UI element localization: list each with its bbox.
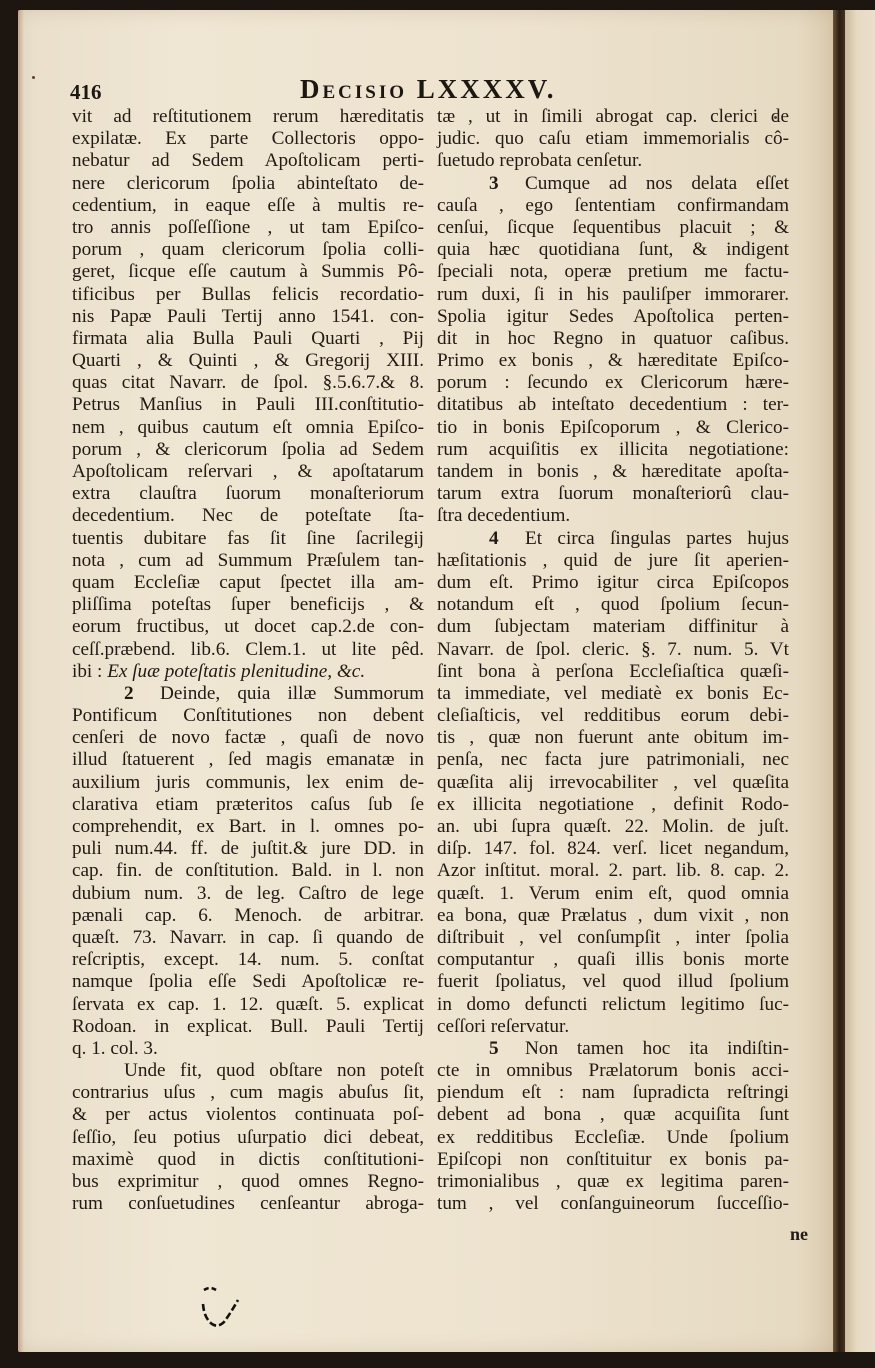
- text-line: [72, 173, 424, 195]
- line-text: ibi :: [72, 660, 108, 682]
- text-line: [72, 905, 424, 927]
- line-text: Quarti , & Quinti , & Gregorij XIII.: [72, 350, 424, 372]
- text-line: [437, 949, 789, 971]
- text-line: [437, 350, 789, 372]
- line-text: pænali cap. 6. Menoch. de arbitrar.: [72, 904, 424, 926]
- text-line: [437, 1082, 789, 1104]
- line-text: quam Eccleſiæ caput ſpectet illa am-: [72, 571, 424, 593]
- text-line: [72, 794, 424, 816]
- text-line: [72, 705, 424, 727]
- text-line: [437, 1171, 789, 1193]
- text-line: [437, 528, 789, 550]
- text-line: [437, 971, 789, 993]
- line-text: cauſa , ego ſententiam confirmandam: [437, 194, 789, 216]
- line-text: porum : ſecundo ex Clericorum hære-: [437, 372, 789, 394]
- line-text: auxilium juris communis, lex enim de-: [72, 771, 424, 793]
- text-line: [72, 505, 424, 527]
- line-text: diſtribuit , vel conſumpſit , inter ſpolia: [437, 926, 789, 948]
- page-number: 416: [70, 80, 102, 104]
- line-text: Epiſcopi non conſtituitur ex bonis pa-: [437, 1148, 789, 1170]
- line-text: dum eſt. Primo igitur circa Epiſcopos: [437, 571, 789, 593]
- paragraph-number: 2: [124, 682, 134, 704]
- text-line: [72, 150, 424, 172]
- line-text: bus exprimitur , quod omnes Regno-: [72, 1171, 424, 1192]
- line-text: namque ſpolia eſſe Sedi Apoſtolicæ re-: [72, 971, 424, 993]
- line-text: ſint bona à perſona Eccleſiaſtica quæſi-: [437, 660, 789, 682]
- line-text: expilatæ. Ex parte Collectoris oppo-: [72, 128, 424, 150]
- text-line: [437, 572, 789, 594]
- text-line: [437, 261, 789, 283]
- italic-quote: Ex ſuæ poteſtatis plenitudine, &c.: [107, 660, 366, 682]
- line-text: rum acquiſitis ex illicita negotiatione:: [437, 438, 789, 460]
- text-line: [437, 749, 789, 771]
- text-line: [72, 772, 424, 794]
- text-line: [72, 749, 424, 771]
- text-line: [72, 1038, 424, 1060]
- line-text: illud ſtatuerent , ſed magis emanatæ in: [72, 749, 424, 771]
- line-text: fuerit ſpoliatus, vel quod illud ſpolium: [437, 971, 789, 993]
- text-line: [72, 106, 424, 128]
- text-line: [72, 1193, 424, 1215]
- line-text: Apoſtolicam reſervari , & apoſtatarum: [72, 461, 424, 482]
- text-line: [72, 1127, 424, 1149]
- text-line: [72, 727, 424, 749]
- line-text: ſervata ex cap. 1. 12. quæſt. 5. explicat: [72, 993, 424, 1015]
- line-text: tum , vel conſanguineorum ſucceſſio-: [437, 1193, 789, 1215]
- text-line: [72, 639, 424, 661]
- line-text: nem , quibus cautum eſt omnia Epiſco-: [72, 416, 424, 438]
- line-text: cenſui, ſicque ſequentibus placuit ; &: [437, 216, 789, 238]
- text-line: [437, 550, 789, 572]
- line-text: decedentium. Nec de poteſtate ſta-: [72, 505, 424, 527]
- text-line: [437, 727, 789, 749]
- text-line: [437, 195, 789, 217]
- text-line: [72, 594, 424, 616]
- text-line: [437, 439, 789, 461]
- text-line: [72, 1149, 424, 1171]
- line-text: trimonialibus , quæ ex legitima paren-: [437, 1171, 789, 1192]
- text-line: [72, 195, 424, 217]
- text-line: [437, 838, 789, 860]
- text-line: [437, 394, 789, 416]
- line-text: hæſitationis , quid de jure ſit aperien-: [437, 549, 789, 571]
- line-text: nere clericorum ſpolia abinteſtato de-: [72, 172, 424, 194]
- text-line: [72, 217, 424, 239]
- text-line: [72, 461, 424, 483]
- line-text: Primo ex bonis , & hæreditate Epiſco-: [437, 350, 789, 372]
- line-text: dubium num. 3. de leg. Caſtro de lege: [72, 882, 424, 904]
- line-text: quia hæc quotidiana ſunt, & indigent: [437, 239, 789, 261]
- line-text: firmata alia Bulla Pauli Quarti , Pij: [72, 327, 424, 349]
- line-text: Petrus Manſius in Pauli III.conſtitutio-: [72, 394, 424, 416]
- text-line: [72, 306, 424, 328]
- line-text: clarativa etiam præteritos caſus ſub ſe: [72, 793, 424, 815]
- line-text: quæſt. 73. Navarr. in cap. ſi quando de: [72, 926, 424, 948]
- text-line: [72, 350, 424, 372]
- line-text: extra clauſtra ſuorum monaſteriorum: [72, 483, 424, 505]
- paragraph-number: 3: [489, 172, 499, 194]
- line-text: puli num.44. ff. de juſtit.& jure DD. in: [72, 838, 424, 860]
- line-text: tæ , ut in ſimili abrogat cap. clerici de: [437, 106, 789, 127]
- line-text: cleſiaſticis, vel redditibus eorum debi-: [437, 705, 789, 727]
- text-line: [72, 372, 424, 394]
- line-text: Deinde, quia illæ Summorum: [160, 682, 424, 704]
- text-line: [437, 1149, 789, 1171]
- line-text: ex redditibus Eccleſiæ. Unde ſpolium: [437, 1126, 789, 1148]
- text-line: [437, 1060, 789, 1082]
- line-text: tandem in bonis , & hæreditate apoſta-: [437, 461, 789, 482]
- line-text: eorum fructibus, ut docet cap.2.de con-: [72, 616, 424, 638]
- line-text: Navarr. de ſpol. cleric. §. 7. num. 5. Vt: [437, 638, 789, 660]
- text-line: [437, 239, 789, 261]
- text-line: [437, 683, 789, 705]
- text-line: [437, 483, 789, 505]
- line-text: tio in bonis Epiſcoporum , & Clerico-: [437, 416, 789, 438]
- right-column: [437, 106, 789, 1215]
- line-text: reſcriptis, except. 14. num. 5. conſtat: [72, 949, 424, 971]
- text-line: [72, 683, 424, 705]
- line-text: ex illicita negotiatione , definit Rodo-: [437, 793, 789, 815]
- text-line: [437, 927, 789, 949]
- line-text: notandum eſt , quod ſpolium ſecun-: [437, 594, 789, 616]
- text-line: [437, 860, 789, 882]
- line-text: dum ſubjectam materiam diffinitur à: [437, 616, 789, 638]
- text-line: [72, 1016, 424, 1038]
- text-line: [72, 949, 424, 971]
- page-header: [70, 74, 790, 108]
- text-line: [72, 261, 424, 283]
- text-line: [437, 217, 789, 239]
- text-line: [72, 483, 424, 505]
- line-text: Et circa ſingulas partes hujus: [525, 527, 789, 549]
- line-text: penſa, nec facta jure patrimoniali, nec: [437, 749, 789, 771]
- line-text: cap. fin. de conſtitution. Bald. in l. non: [72, 860, 424, 882]
- line-text: porum , & clericorum ſpolia ad Sedem: [72, 438, 424, 460]
- line-text: ditatibus ab inteſtato decedentium : ter-: [437, 394, 789, 416]
- line-text: vit ad reſtitutionem rerum hæreditatis: [72, 106, 424, 127]
- ink-mark-icon: [198, 1284, 268, 1334]
- text-line: [72, 616, 424, 638]
- line-text: ſpeciali nota, operæ pretium me factu-: [437, 261, 789, 283]
- line-text: ceſſori reſervatur.: [437, 1015, 570, 1037]
- text-line: [437, 1038, 789, 1060]
- line-text: rum duxi, ſi in his pauliſper immorarer.: [437, 283, 789, 305]
- text-line: [72, 1171, 424, 1193]
- line-text: Azor inſtitut. moral. 2. part. lib. 8. cap. 2.: [437, 860, 789, 882]
- line-text: cedentium, in eaque eſſe à multis re-: [72, 194, 424, 216]
- line-text: cenſeri de novo factæ , quaſi de novo: [72, 727, 424, 749]
- left-column: [72, 106, 424, 1215]
- text-line: [437, 150, 789, 172]
- text-line: [437, 661, 789, 683]
- line-text: quas citat Navarr. de ſpol. §.5.6.7.& 8.: [72, 372, 424, 394]
- line-text: tificibus per Bullas felicis recordatio-: [72, 283, 424, 305]
- text-line: [72, 528, 424, 550]
- text-line: [437, 772, 789, 794]
- line-text: tuentis dubitare fas ſit ſine ſacrilegij: [72, 527, 424, 549]
- paper-speck: [32, 76, 35, 79]
- text-line: [437, 372, 789, 394]
- text-line: [72, 239, 424, 261]
- line-text: judic. quo caſu etiam immemorialis cô-: [437, 128, 789, 150]
- text-line: [437, 284, 789, 306]
- text-line: [72, 394, 424, 416]
- line-text: dit in hoc Regno in quatuor caſibus.: [437, 327, 789, 349]
- running-head: Decisio LXXXXV.: [300, 74, 557, 104]
- line-text: q. 1. col. 3.: [72, 1037, 158, 1059]
- text-line: [72, 128, 424, 150]
- text-line: [437, 794, 789, 816]
- text-line: [72, 838, 424, 860]
- line-text: diſp. 147. fol. 824. verſ. licet negandum,: [437, 838, 789, 860]
- line-text: ea bona, quæ Prælatus , dum vixit , non: [437, 904, 789, 926]
- line-text: pliſſima poteſtas ſuper beneficijs , &: [72, 594, 424, 616]
- text-line: [72, 417, 424, 439]
- text-line: [72, 927, 424, 949]
- line-text: nebatur ad Sedem Apoſtolicam perti-: [72, 150, 424, 172]
- text-line: [72, 883, 424, 905]
- line-text: ſuetudo reprobata cenſetur.: [437, 150, 643, 172]
- line-text: contrarius uſus , cum magis abuſus ſit,: [72, 1082, 424, 1104]
- text-line: [72, 284, 424, 306]
- line-text: piendum eſt : nam ſupradicta reſtringi: [437, 1082, 789, 1104]
- line-text: in domo defuncti relictum legitimo ſuc-: [437, 993, 789, 1015]
- text-line: [72, 439, 424, 461]
- text-line: [72, 550, 424, 572]
- text-line: [437, 173, 789, 195]
- text-line: [72, 1104, 424, 1126]
- paragraph-number: 5: [489, 1037, 499, 1059]
- text-line: [72, 994, 424, 1016]
- line-text: rum conſuetudines cenſeantur abroga-: [72, 1193, 424, 1215]
- text-line: [437, 1193, 789, 1215]
- line-text: porum , quam clericorum ſpolia colli-: [72, 239, 424, 261]
- text-line: [437, 639, 789, 661]
- text-line: [72, 816, 424, 838]
- line-text: quæſt. 1. Verum enim eſt, quod omnia: [437, 882, 789, 904]
- text-line: [437, 883, 789, 905]
- line-text: Spolia igitur Sedes Apoſtolica perten-: [437, 305, 789, 327]
- text-line: [437, 1104, 789, 1126]
- text-line: [72, 1060, 424, 1082]
- line-text: nota , cum ad Summum Præſulem tan-: [72, 549, 424, 571]
- text-line: [72, 1082, 424, 1104]
- text-line: [437, 1127, 789, 1149]
- line-text: ſeſſio, ſeu potius uſurpatio dici debeat,: [72, 1126, 424, 1148]
- text-line: [437, 705, 789, 727]
- text-line: [437, 594, 789, 616]
- catchword: ne: [790, 1224, 808, 1244]
- line-text: Non tamen hoc ita indiſtin-: [525, 1037, 789, 1059]
- text-line: [437, 816, 789, 838]
- line-text: Cumque ad nos delata eſſet: [525, 172, 789, 194]
- line-text: Unde fit, quod obſtare non poteſt: [124, 1060, 424, 1082]
- line-text: ſtra decedentium.: [437, 505, 571, 527]
- line-text: nis Papæ Pauli Tertij anno 1541. con-: [72, 305, 424, 327]
- text-line: [72, 328, 424, 350]
- text-line: [437, 417, 789, 439]
- text-line: [437, 616, 789, 638]
- text-line: [437, 306, 789, 328]
- line-text: geret, ſicque eſſe cautum à Summis Pô-: [72, 261, 424, 283]
- line-text: ceſſ.præbend. lib.6. Clem.1. ut lite pêd.: [72, 638, 424, 660]
- line-text: maximè quod in dictis conſtitutioni-: [72, 1148, 424, 1170]
- text-line: [72, 572, 424, 594]
- text-line: [437, 905, 789, 927]
- line-text: debent ad bona , quæ acquiſita ſunt: [437, 1104, 789, 1126]
- line-text: cte in omnibus Prælatorum bonis acci-: [437, 1060, 789, 1082]
- line-text: Pontificum Conſtitutiones non debent: [72, 705, 424, 727]
- line-text: quæſita alij irrevocabiliter , vel quæſita: [437, 771, 789, 793]
- line-text: Rodoan. in explicat. Bull. Pauli Tertij: [72, 1015, 424, 1037]
- text-line: [72, 971, 424, 993]
- text-line: [437, 1016, 789, 1038]
- text-line: [437, 128, 789, 150]
- line-text: tis , quæ non fuerunt ante obitum im-: [437, 727, 789, 749]
- line-text: computantur , quaſi illis bonis morte: [437, 949, 789, 971]
- line-text: comprehendit, ex Bart. in l. omnes po-: [72, 816, 424, 837]
- text-line: [437, 994, 789, 1016]
- text-line: [72, 860, 424, 882]
- text-line: [437, 328, 789, 350]
- text-line: [437, 505, 789, 527]
- line-text: tarum extra ſuorum monaſteriorû clau-: [437, 483, 789, 505]
- paragraph-number: 4: [489, 527, 499, 549]
- line-text: an. ubi ſupra quæſt. 22. Molin. de juſt.: [437, 816, 789, 837]
- text-line: [437, 106, 789, 128]
- text-line: [72, 661, 424, 683]
- line-text: tro annis poſſeſſione , ut tam Epiſco-: [72, 216, 424, 238]
- text-line: [437, 461, 789, 483]
- line-text: ta immediate, vel mediatè ex bonis Ec-: [437, 682, 789, 704]
- line-text: & per actus violentos continuata poſ-: [72, 1104, 424, 1126]
- facing-page-edge: [845, 10, 875, 1352]
